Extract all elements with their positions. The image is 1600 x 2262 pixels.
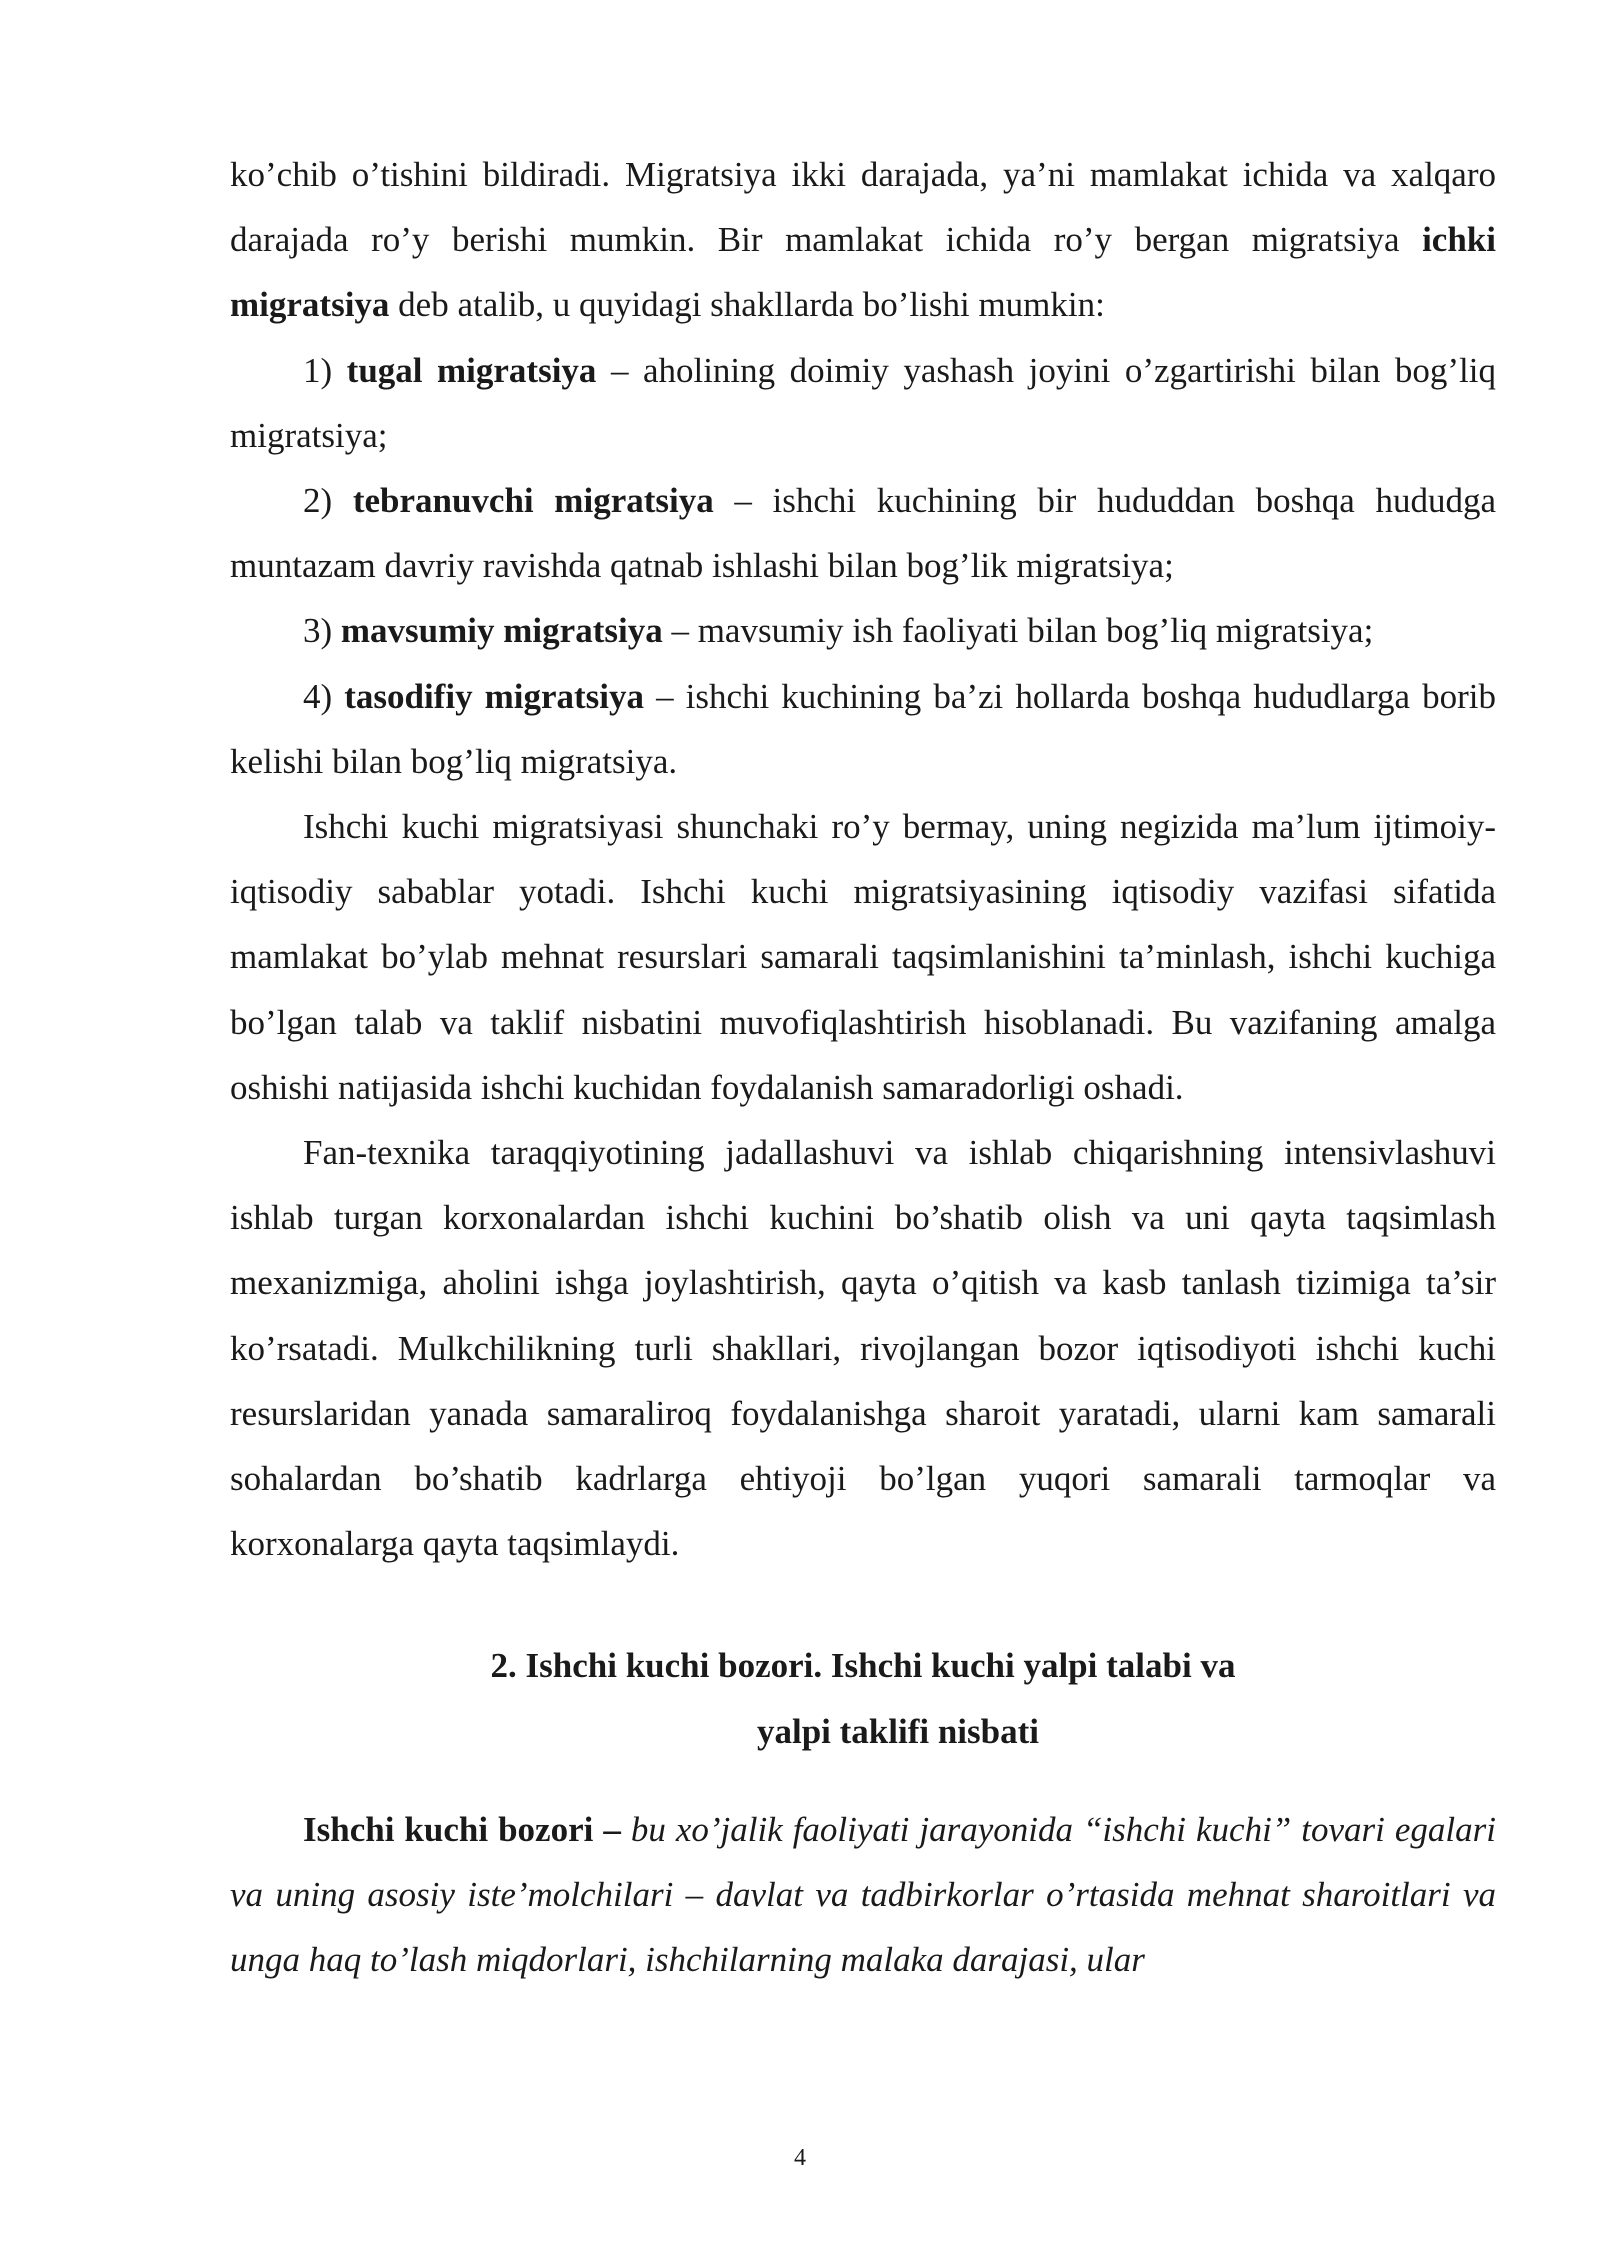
list-number: 2) — [303, 481, 353, 521]
term-internal-migration: ichki migratsiya — [230, 220, 1496, 325]
paragraph-migration-intro — [230, 142, 1496, 338]
paragraph-migration-causes: Ishchi kuchi migratsiyasi shunchaki ro’y bermay, uning negizida ma’lum ijtimoiy-iqtisodiy sabablar yotadi. Ishchi kuchi migratsiyasining iqtisodiy vazifasi sifatida mamlakat bo’ylab mehnat resurslari samarali taqsimlanishini ta’minlash, ishchi kuchiga bo’lgan talab va taklif nisbatini muvofiqlashtirish hisoblanadi. Bu vazifaning amalga oshishi natijasida ishchi kuchidan foydalanish samaradorligi oshadi. — [230, 807, 1496, 1107]
list-item-1 — [230, 338, 1496, 468]
list-number: 4) — [303, 676, 345, 716]
list-item-text: – ishchi kuchining ba’zi hollarda boshqa hududlarga borib kelishi bilan bog’liq migratsiya. — [230, 676, 1497, 781]
list-number: 3) — [303, 611, 341, 651]
section-heading — [230, 1633, 1496, 1763]
definition-text: bu xo’jalik faoliyati jarayonida “ishchi kuchi” tovari egalari va uning asosiy iste’molchilari – davlat va tadbirkorlar o’rtasida mehnat sharoitlari va unga haq to’lash miqdorlari, ishchilarning malaka darajasi, ular — [230, 1809, 1496, 1980]
page-content — [230, 142, 1496, 1992]
list-item-text: – ishchi kuchining bir hududdan boshqa hududga muntazam davriy ravishda qatnab ishlashi bilan bog’lik migratsiya; — [230, 481, 1496, 586]
term-occasional-migration: tasodifiy migratsiya — [344, 676, 645, 716]
list-item-text: – mavsumiy ish faoliyati bilan bog’liq migratsiya; — [662, 611, 1374, 651]
list-item-4 — [230, 664, 1496, 794]
list-item-text: – aholining doimiy yashash joyini o’zgartirishi bilan bog’liq migratsiya; — [230, 350, 1496, 455]
section-title-line-2: yalpi taklifi nisbati — [756, 1711, 1040, 1751]
paragraph-text: deb atalib, u quyidagi shakllarda bo’lishi mumkin: — [389, 285, 1105, 325]
paragraph-scientific-progress: Fan-texnika taraqqiyotining jadallashuvi va ishlab chiqarishning intensivlashuvi ishlab turgan korxonalardan ishchi kuchini bo’shatib olish va uni qayta taqsimlash mexanizmiga, aholini ishga joylashtirish, qayta o’qitish va kasb tanlash tizimiga ta’sir ko’rsatadi. Mulkchilikning turli shakllari, rivojlangan bozor iqtisodiyoti ishchi kuchi resurslaridan yanada samaraliroq foydalanishga sharoit yaratadi, ularni kam samarali sohalardan bo’shatib kadrlarga ehtiyoji bo’lgan yuqori samarali tarmoqlar va korxonalarga qayta taqsimlaydi. — [230, 1133, 1496, 1564]
term-labor-market: Ishchi kuchi bozori – — [303, 1809, 621, 1849]
section-title-line-1: 2. Ishchi kuchi bozori. Ishchi kuchi yalpi talabi va — [490, 1646, 1236, 1686]
term-seasonal-migration: mavsumiy migratsiya — [340, 611, 663, 651]
paragraph-text: ko’chib o’tishini bildiradi. Migratsiya ikki darajada, ya’ni mamlakat ichida va xalqaro darajada ro’y berishi mumkin. Bir mamlakat ichida ro’y bergan migratsiya — [230, 155, 1496, 260]
list-item-3 — [230, 598, 1496, 663]
page-number: 4 — [794, 2145, 806, 2171]
term-complete-migration: tugal migratsiya — [346, 350, 597, 390]
list-number: 1) — [303, 350, 347, 390]
term-pendulum-migration: tebranuvchi migratsiya — [352, 481, 714, 521]
paragraph-labor-market-definition — [230, 1797, 1496, 1993]
list-item-2 — [230, 468, 1496, 598]
